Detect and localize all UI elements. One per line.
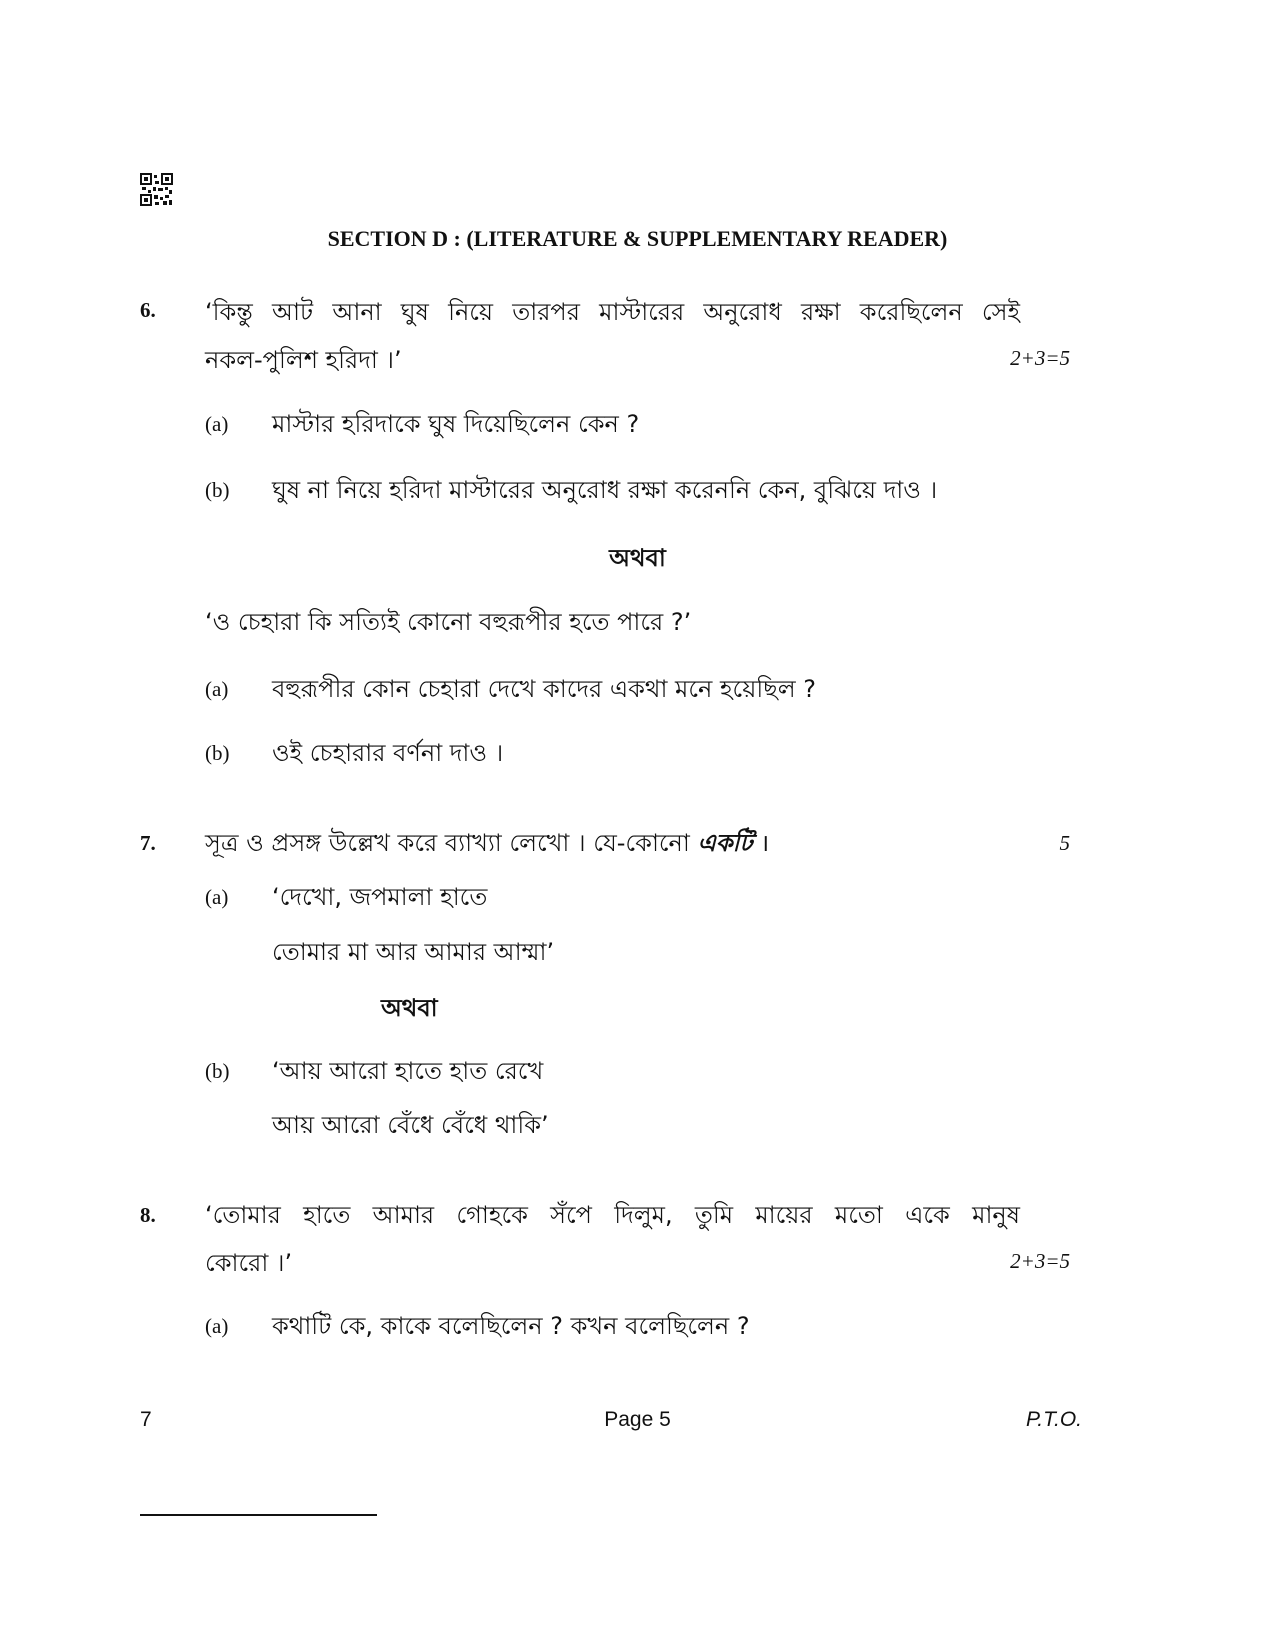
question-7-text — [205, 825, 769, 865]
question-8-number: 8. — [140, 1203, 156, 1227]
question-8-line-1: ‘তোমার হাতে আমার গোহকে সঁপে দিলুম, তুমি মায়ের মতো একে মানুষ — [205, 1201, 1020, 1229]
question-7b-line-2: আয় আরো বেঁধে বেঁধে থাকি’ — [272, 1111, 549, 1139]
question-6b-label: (b) — [205, 478, 230, 502]
question-6a-label: (a) — [205, 412, 229, 436]
question-7b-label: (b) — [205, 1059, 230, 1083]
question-7b-line-1: ‘আয় আরো হাতে হাত রেখে — [272, 1057, 544, 1085]
question-7-marks: 5 — [1059, 831, 1070, 855]
question-7a-label: (a) — [205, 885, 229, 909]
section-title: SECTION D : (LITERATURE & SUPPLEMENTARY READER) — [327, 226, 948, 251]
footer-pto: P.T.O. — [1025, 1408, 1082, 1431]
question-7-text-pre: সূত্র ও প্রসঙ্গ উল্লেখ করে ব্যাখ্যা লেখো । যে-কোনো — [205, 829, 698, 857]
question-6-alt-b-label: (b) — [205, 741, 230, 765]
question-8a-label: (a) — [205, 1314, 229, 1338]
question-6-line-1: ‘কিন্তু আট আনা ঘুষ নিয়ে তারপর মাস্টারের অনুরোধ রক্ষা করেছিলেন সেই — [205, 298, 1020, 326]
question-6-number: 6. — [140, 298, 156, 322]
footer-page-number: Page 5 — [604, 1408, 671, 1431]
question-6-line-2: নকল-পুলিশ হরিদা ।’ — [205, 346, 402, 374]
question-8-marks: 2+3=5 — [1010, 1249, 1070, 1273]
question-7-number: 7. — [140, 831, 156, 855]
question-6-alt-b-text: ওই চেহারার বর্ণনা দাও । — [272, 739, 504, 767]
qr-code-icon — [140, 173, 173, 206]
question-6-alt-a-text: বহুরূপীর কোন চেহারা দেখে কাদের একথা মনে হয়েছিল ? — [272, 675, 817, 703]
question-7a-line-1: ‘দেখো, জপমালা হাতে — [272, 883, 488, 911]
question-7-text-emphasis: একটি — [697, 829, 753, 857]
question-6-marks: 2+3=5 — [1010, 346, 1070, 370]
question-8a-text: কথাটি কে, কাকে বলেছিলেন ? কখন বলেছিলেন ? — [272, 1312, 750, 1340]
question-6-alt-quote: ‘ও চেহারা কি সত্যিই কোনো বহুরূপীর হতে পারে ?’ — [205, 608, 692, 636]
question-7a-line-2: তোমার মা আর আমার আম্মা’ — [272, 938, 555, 966]
question-7-text-post: । — [752, 829, 770, 857]
footer-code: 7 — [140, 1408, 152, 1431]
footer-rule — [140, 1514, 377, 1516]
question-6-alt-a-label: (a) — [205, 677, 229, 701]
question-8-line-2: কোরো ।’ — [205, 1249, 293, 1277]
question-7-or: অথবা — [381, 994, 438, 1022]
question-6b-text: ঘুষ না নিয়ে হরিদা মাস্টারের অনুরোধ রক্ষা করেননি কেন, বুঝিয়ে দাও । — [272, 476, 938, 504]
question-6-or: অথবা — [609, 544, 666, 572]
question-6a-text: মাস্টার হরিদাকে ঘুষ দিয়েছিলেন কেন ? — [272, 410, 640, 438]
